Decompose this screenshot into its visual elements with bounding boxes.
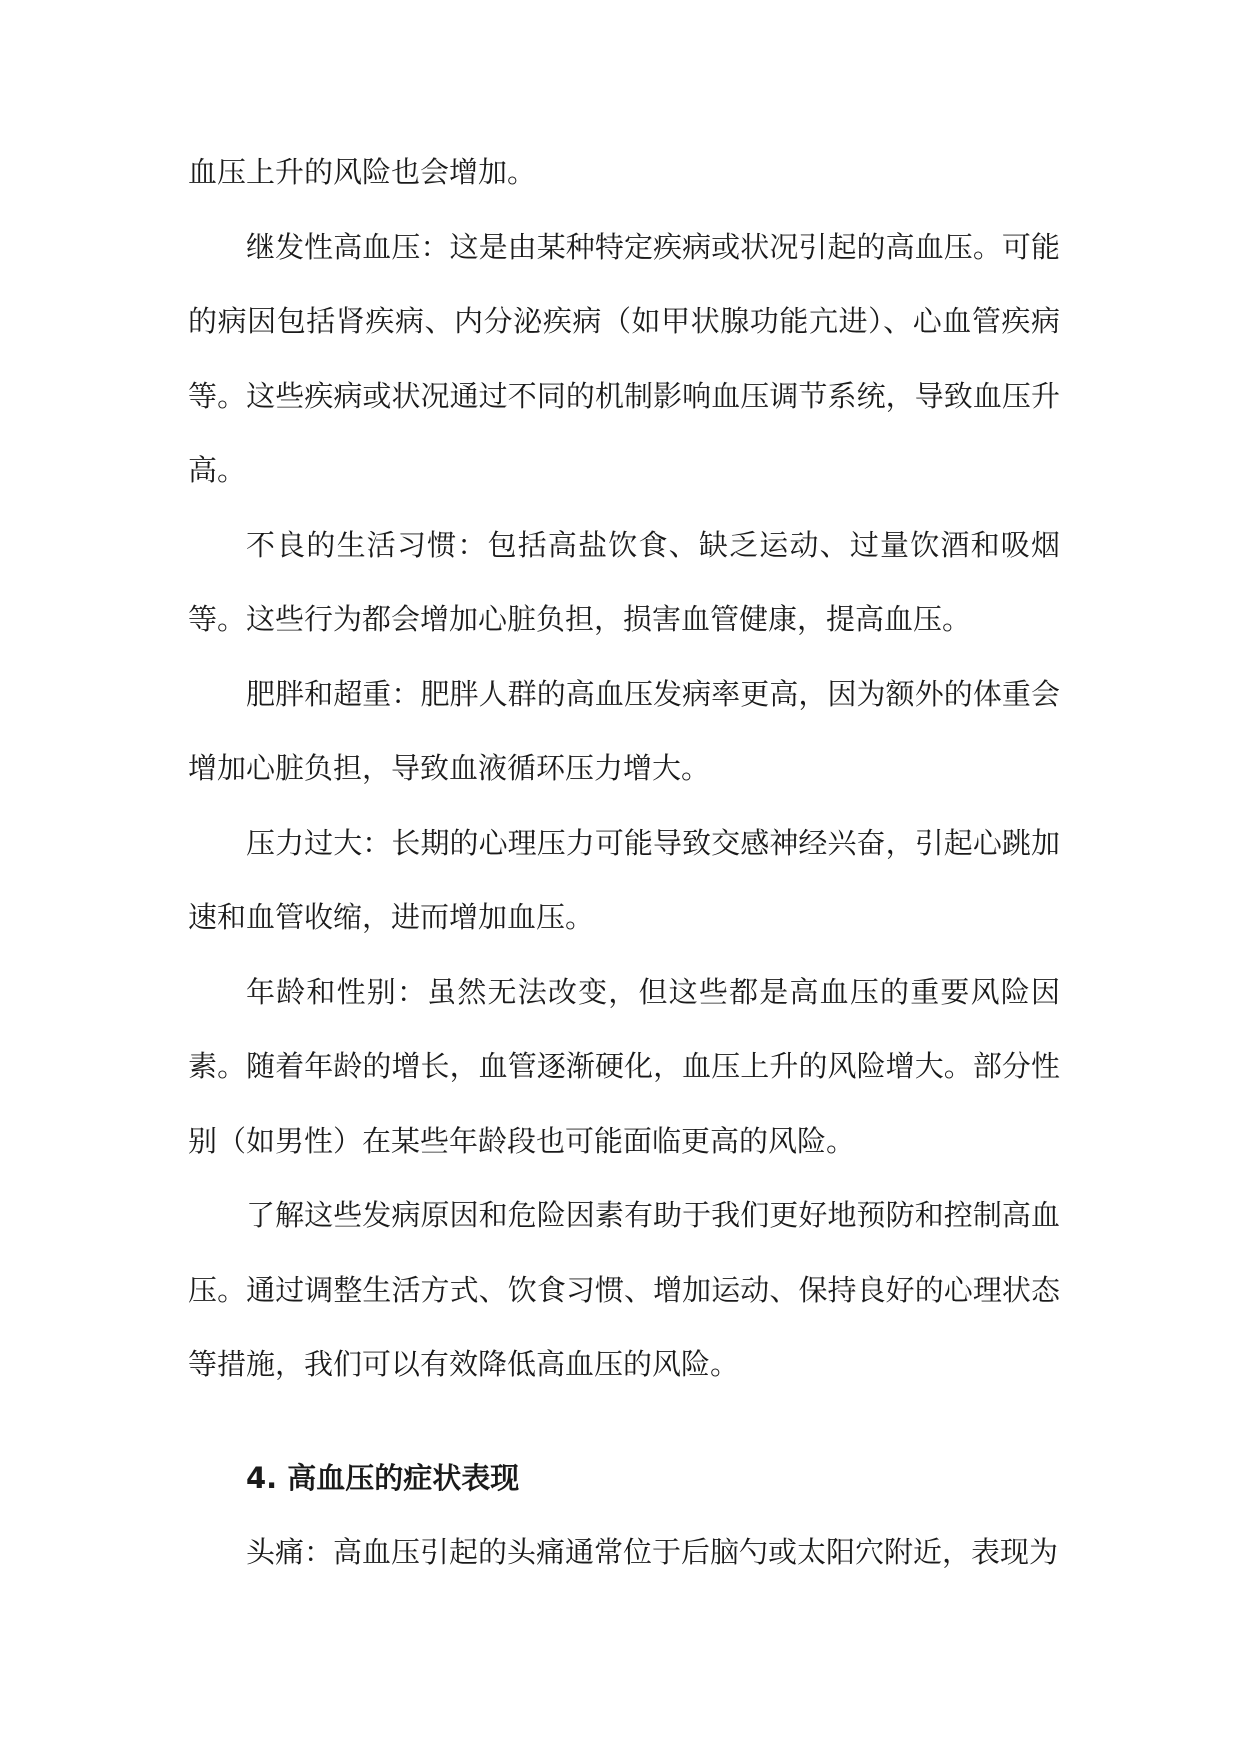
paragraph-summary: 了解这些发病原因和危险因素有助于我们更好地预防和控制高血压。通过调整生活方式、饮食习惯、增加运动、保持良好的心理状态等措施，我们可以有效降低高血压的风险。	[188, 1198, 1060, 1381]
paragraph-lifestyle-habits: 不良的生活习惯：包括高盐饮食、缺乏运动、过量饮酒和吸烟等。这些行为都会增加心脏负担，损害血管健康，提高血压。	[188, 527, 1060, 636]
paragraph-age-gender: 年龄和性别：虽然无法改变，但这些都是高血压的重要风险因素。随着年龄的增长，血管逐渐硬化，血压上升的风险增大。部分性别（如男性）在某些年龄段也可能面临更高的风险。	[188, 974, 1060, 1158]
paragraph-headache: 头痛：高血压引起的头痛通常位于后脑勺或太阳穴附近，表现为	[246, 1535, 1059, 1569]
paragraph-obesity: 肥胖和超重：肥胖人群的高血压发病率更高，因为额外的体重会增加心脏负担，导致血液循环压力增大。	[188, 676, 1060, 785]
document-body	[188, 135, 1060, 1590]
section-heading-symptoms: 4. 高血压的症状表现	[246, 1460, 520, 1495]
paragraph-secondary-hypertension: 继发性高血压：这是由某种特定疾病或状况引起的高血压。可能的病因包括肾疾病、内分泌疾病（如甲状腺功能亢进）、心血管疾病等。这些疾病或状况通过不同的机制影响血压调节系统，导致血压升高。	[188, 229, 1060, 487]
paragraph-stress: 压力过大：长期的心理压力可能导致交感神经兴奋，引起心跳加速和血管收缩，进而增加血压。	[188, 825, 1060, 934]
paragraph-continuation: 血压上升的风险也会增加。	[188, 155, 537, 189]
